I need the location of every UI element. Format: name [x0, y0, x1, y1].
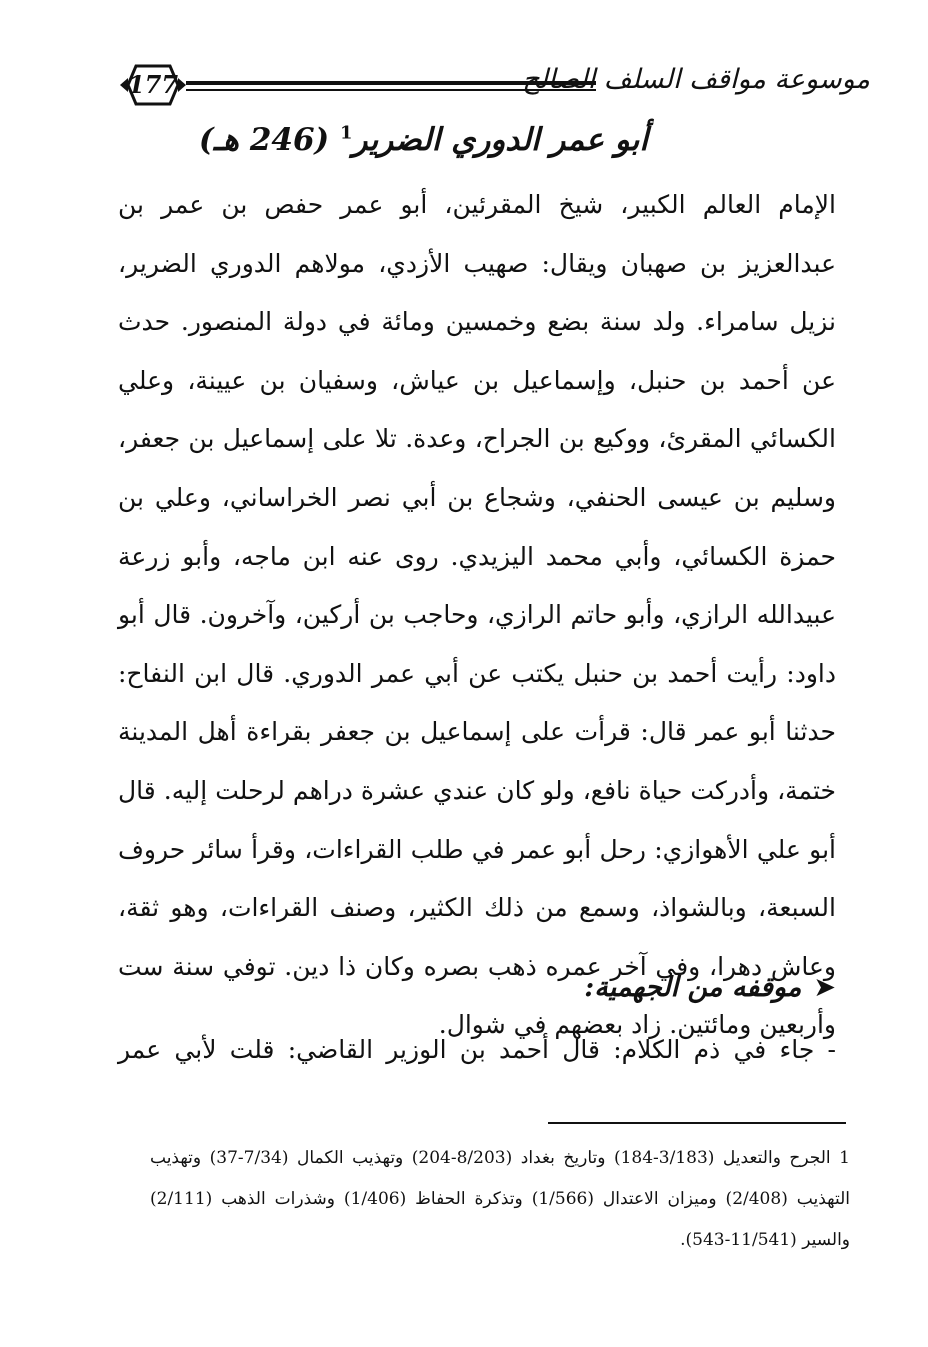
subheading-text: موقفه من الجهمية:: [584, 972, 802, 1003]
body-text: [118, 176, 836, 1055]
chapter-title: [198, 122, 648, 158]
page-number: 177: [127, 70, 179, 99]
arrow-bullet-icon: ➤: [813, 972, 836, 1003]
title-name: أبو عمر الدوري الضرير: [352, 122, 648, 158]
footnote-marker: 1: [340, 122, 353, 144]
quote-intro-line: - جاء في ذم الكلام: قال أحمد بن الوزير القاضي: قلت لأبي عمر: [118, 1035, 836, 1064]
footnotes: [150, 1138, 850, 1261]
page-number-badge: [118, 60, 188, 110]
body-paragraph: الإمام العالم الكبير، شيخ المقرئين، أبو عمر حفص بن عمر بن عبدالعزيز بن صهبان ويقال: صهيب الأزدي، مولاهم الدوري الضرير، نزيل سامراء. ولد سنة بضع وخمسين ومائة في دولة المنصور. حدث عن أحمد بن حنبل، وإسماعيل بن عياش، وسفيان بن عيينة، وعلي الكسائي المقرئ، ووكيع بن الجراح، وعدة. تلا على إسماعيل بن جعفر، وسليم بن عيسى الحنفي، وشجاع بن أبي نصر الخراساني، وعلي بن حمزة الكسائي، وأبي محمد اليزيدي. روى عنه ابن ماجه، وأبو زرعة عبيدالله الرازي، وأبو حاتم الرازي، وحاجب بن أركين، وآخرون. قال أبو داود: رأيت أحمد بن حنبل يكتب عن أبي عمر الدوري. قال ابن النفاح: حدثنا أبو عمر قال: قرأت على إسماعيل بن جعفر بقراءة أهل المدينة ختمة، وأدركت حياة نافع، ولو كان عندي عشرة دراهم لرحلت إليه. قال أبو علي الأهوازي: رحل أبو عمر في طلب القراءات، وقرأ سائر حروف السبعة، وبالشواذ، وسمع من ذلك الكثير، وصنف القراءات، وهو ثقة، وعاش دهرا، وفي آخر عمره ذهب بصره وكان ذا دين. توفي سنة ست وأربعين ومائتين. زاد بعضهم في شوال.: [118, 190, 836, 1040]
page-header: [118, 56, 870, 118]
footnote: 1 الجرح والتعديل (3/183-184) وتاريخ بغداد (8/203-204) وتهذيب الكمال (7/34-37) وتهذيب التهذيب (2/408) وميزان الاعتدال (1/566) وتذكرة الحفاظ (1/406) وشذرات الذهب (2/111) والسير (11/541-543).: [150, 1148, 850, 1250]
section-subheading: [436, 972, 836, 1003]
footnote-separator: [548, 1122, 846, 1124]
series-title: موسوعة مواقف السلف الصالح: [522, 64, 870, 95]
title-date: (246 هـ): [198, 122, 330, 158]
